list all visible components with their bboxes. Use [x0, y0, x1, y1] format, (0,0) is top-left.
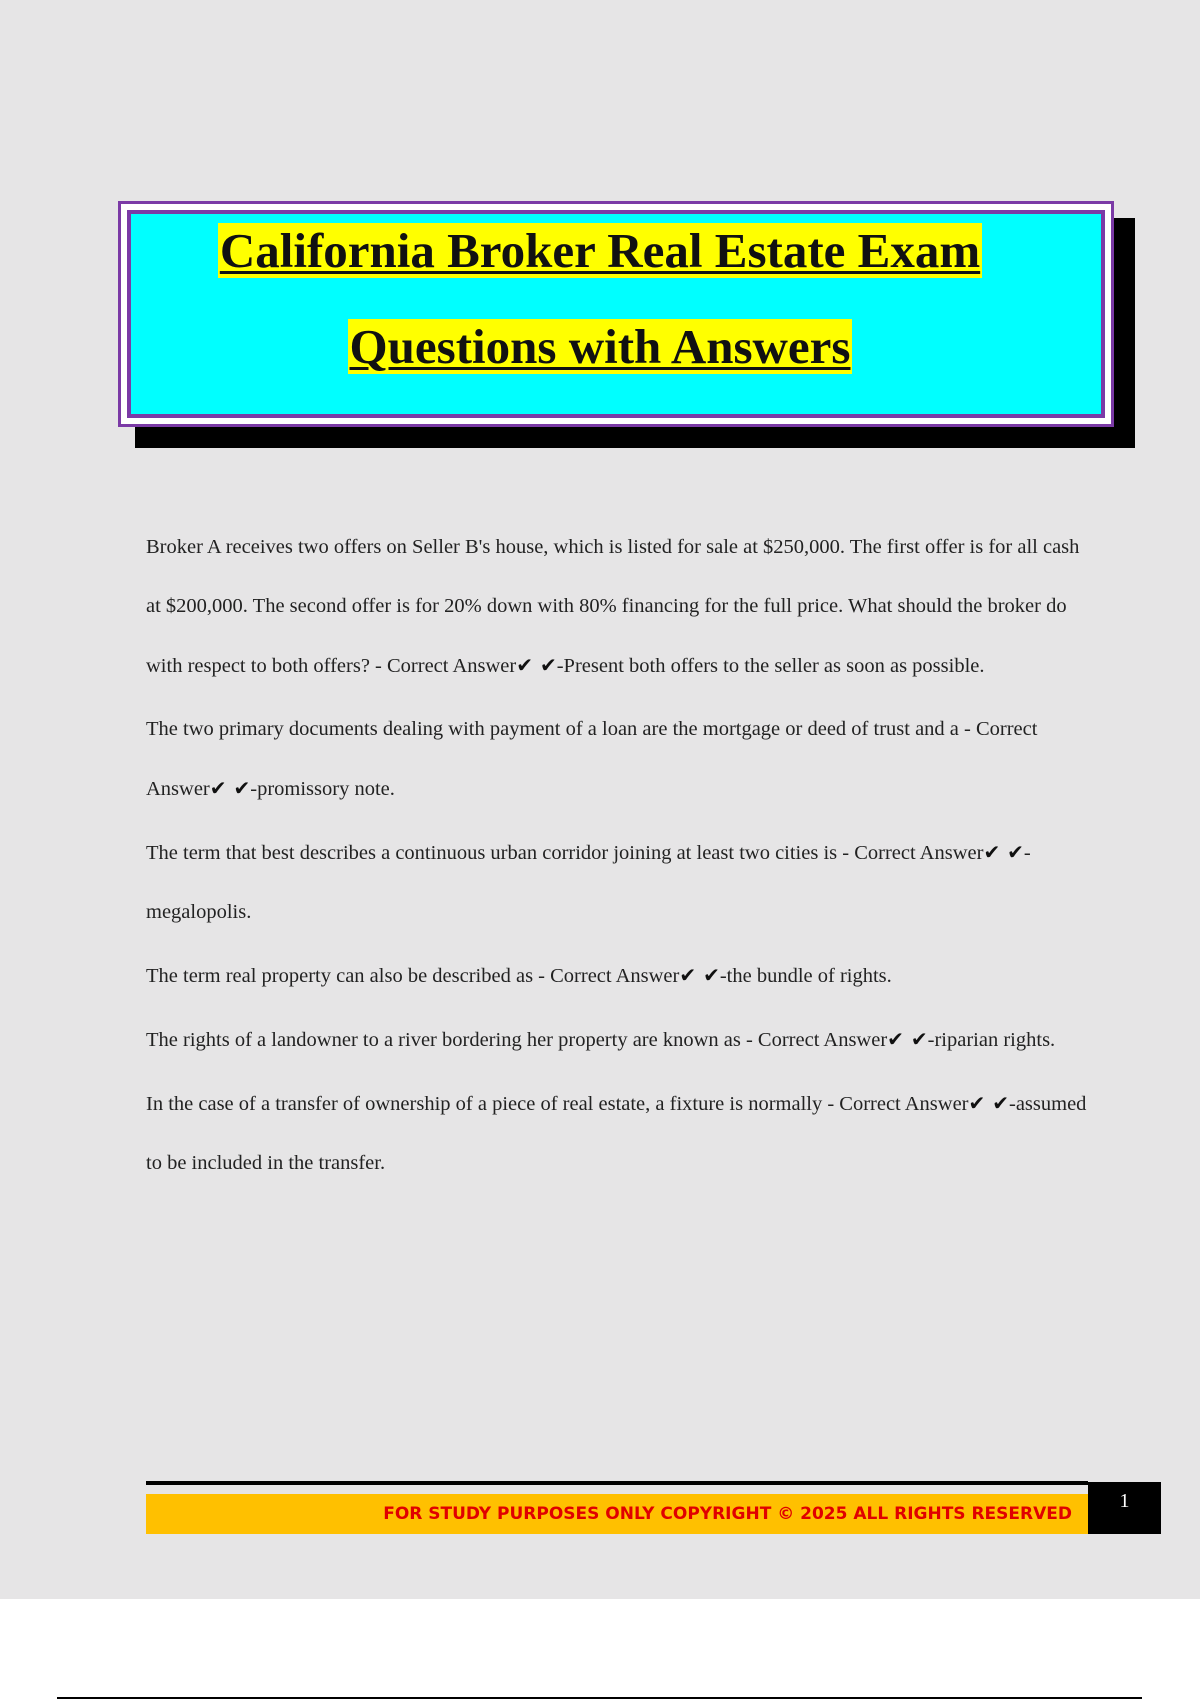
check-mark-icon: ✔ ✔	[983, 840, 1024, 864]
check-mark-icon: ✔ ✔	[516, 653, 557, 677]
answer-text: -assumed to be included in the transfer.	[146, 1093, 1087, 1174]
qa-item	[146, 946, 1096, 1006]
page-number: 1	[1119, 1490, 1130, 1512]
answer-text: -promissory note.	[250, 778, 395, 800]
question-text: The rights of a landowner to a river bordering her property are known as - Correct Answer	[146, 1029, 888, 1051]
question-text: Broker A receives two offers on Seller B's house, which is listed for sale at $250,000. The first offer is for all cash at $200,000. The second offer is for 20% down with 80% financing for the full price. What should the broker do with respect to both offers? - Correct Answer	[146, 536, 1080, 677]
answer-text: -riparian rights.	[927, 1029, 1056, 1051]
qa-item	[146, 518, 1096, 696]
question-text: The two primary documents dealing with payment of a loan are the mortgage or deed of trust and a - Correct Answer	[146, 718, 1038, 800]
answer-text: -Present both offers to the seller as soon as possible.	[556, 655, 985, 677]
check-mark-icon: ✔ ✔	[679, 963, 720, 987]
question-text: The term that best describes a continuous urban corridor joining at least two cities is - Correct Answer	[146, 842, 984, 864]
document-title-line-2: Questions with Answers	[349, 319, 851, 374]
next-page-rule	[57, 1697, 1142, 1699]
footer-bar	[146, 1494, 1088, 1534]
qa-item	[146, 1010, 1096, 1070]
answer-text: -megalopolis.	[146, 842, 1031, 923]
page-number-box	[1088, 1482, 1161, 1534]
qa-list	[146, 518, 1096, 1193]
qa-item	[146, 700, 1096, 819]
answer-text: -the bundle of rights.	[719, 965, 892, 987]
qa-item	[146, 1074, 1096, 1193]
question-text: The term real property can also be described as - Correct Answer	[146, 965, 680, 987]
copyright-notice: FOR STUDY PURPOSES ONLY COPYRIGHT © 2025 ALL RIGHTS RESERVED	[383, 1504, 1072, 1524]
qa-item	[146, 823, 1096, 942]
document-title-line-1: California Broker Real Estate Exam	[219, 223, 981, 278]
question-text: In the case of a transfer of ownership of a piece of real estate, a fixture is normally - Correct Answer	[146, 1093, 969, 1115]
footer-rule	[146, 1481, 1088, 1485]
check-mark-icon: ✔ ✔	[887, 1027, 928, 1051]
check-mark-icon: ✔ ✔	[209, 776, 251, 800]
check-mark-icon: ✔ ✔	[968, 1091, 1009, 1115]
